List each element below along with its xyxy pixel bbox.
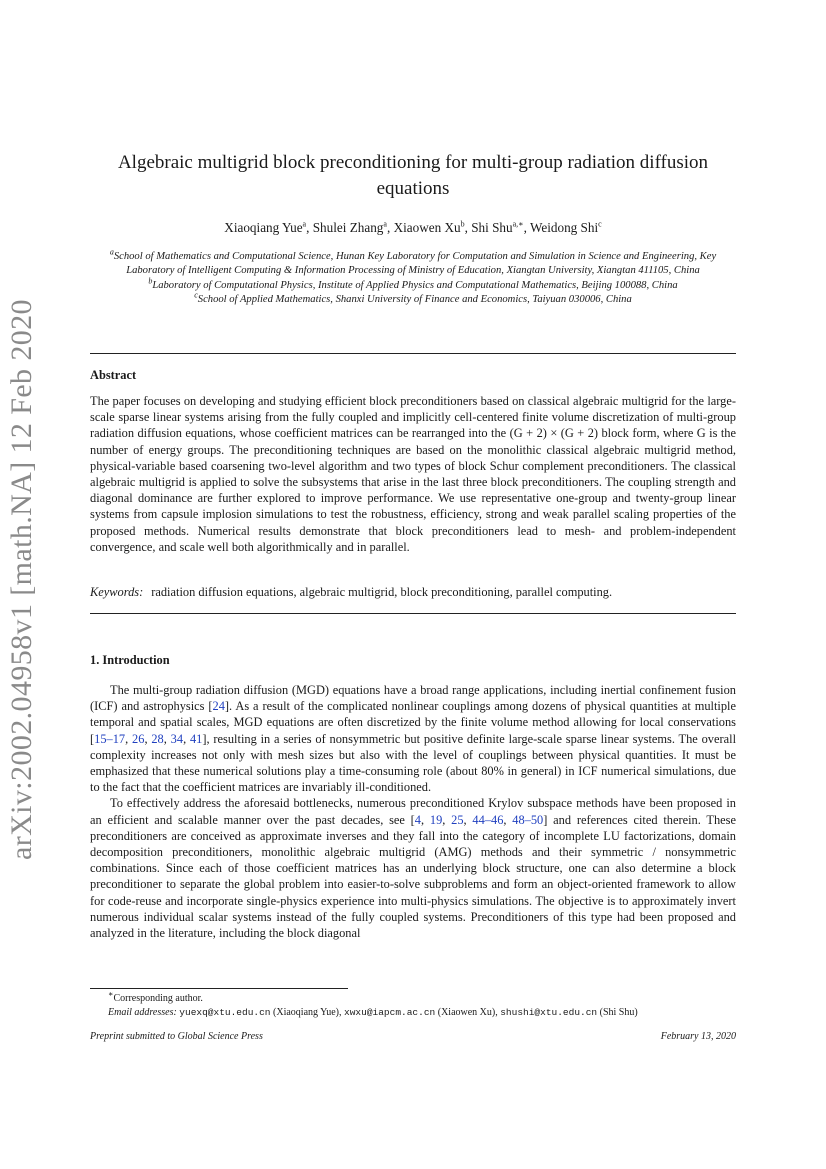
paragraph-text: ], resulting in a series of nonsymmetric but positive definite large-scale sparse linear systems. The overall complexity increases not only with mesh sizes but also with the level of couplings between physical quantities. It must be emphasized that these numerical solutions play a time-consuming role (about 80% in general) in ICF numerical simulations, due to the fact that the coefficient matrices are invariably ill-conditioned. xyxy=(90,731,737,795)
affiliation-a-mark: a xyxy=(109,247,114,257)
affiliation-b xyxy=(90,276,736,293)
intro-paragraph-2 xyxy=(90,795,736,941)
title-line-1: Algebraic multigrid block preconditioning for multi-group radiation diffusion xyxy=(117,152,709,173)
citation-link[interactable]: 44–46 xyxy=(472,812,504,827)
email-address[interactable]: xwxu@iapcm.ac.cn xyxy=(344,1007,436,1018)
intro-paragraph-1 xyxy=(90,682,736,795)
author-name: Shi Shu xyxy=(471,220,513,235)
affiliation-c-mark: c xyxy=(194,290,198,300)
affiliation-c-line: School of Applied Mathematics, Shanxi University of Finance and Economics, Taiyuan 030006, China xyxy=(197,293,632,305)
author-affiliation-mark: a,∗ xyxy=(512,219,524,229)
author-affiliation-mark: c xyxy=(598,219,602,229)
corresponding-text: Corresponding author. xyxy=(113,993,203,1004)
abstract-heading: Abstract xyxy=(90,368,137,382)
author-name: Weidong Shi xyxy=(529,220,599,235)
citation-link[interactable]: 26 xyxy=(132,731,145,746)
title-line-2: equations xyxy=(376,178,450,199)
email-address[interactable]: shushi@xtu.edu.cn xyxy=(500,1007,598,1018)
preprint-note: Preprint submitted to Global Science Press xyxy=(90,1031,263,1042)
preprint-date: February 13, 2020 xyxy=(660,1031,736,1042)
footnote-star: ∗ xyxy=(108,989,114,999)
author-name: Xiaowen Xu xyxy=(393,220,461,235)
citation-link[interactable]: 28 xyxy=(151,731,164,746)
paragraph-text: , xyxy=(463,812,473,827)
affiliation-b-mark: b xyxy=(148,276,153,286)
paragraph-text: , xyxy=(125,731,133,746)
paragraph-text: , xyxy=(503,812,513,827)
paragraph-text: To effectively address the aforesaid bottlenecks, numerous preconditioned Krylov subspace methods have been proposed in an efficient and scalable manner over the past decades, see [ xyxy=(90,796,736,827)
abstract-top-rule xyxy=(90,353,736,354)
author-name: Shulei Zhang xyxy=(312,220,384,235)
author-affiliation-mark: b xyxy=(460,219,465,229)
footnote xyxy=(90,989,736,1020)
intro-body xyxy=(90,682,736,941)
arxiv-stamp[interactable]: arXiv:2002.04958v1 [math.NA] 12 Feb 2020 xyxy=(5,299,38,860)
paragraph-text: ] and references cited therein. These preconditioners are conceived as approximate inverses and they fall into the category of incomplete LU factorizations, domain decomposition preconditioners, monolithic algebraic multigrid (AMG) methods and their symmetric / nonsymmetric combinations. Since each of those coefficient matrices has an underlying block structure, one can also determine a block preconditioner to separate the global problem into easier-to-solve subproblems and form an object-oriented framework to allow for code-reuse and incorporate single-physics experience into multi-physics simulations. The objective is to approximately invert numerous individual scalar systems instead of the fully coupled systems. Preconditioners of this type had been proposed and analyzed in the literature, including the block diagonal xyxy=(90,812,736,941)
author-affiliation-mark: a xyxy=(302,219,307,229)
email-label: Email addresses: xyxy=(108,1007,177,1018)
footnote-rule xyxy=(90,988,348,989)
email-owner: (Xiaoqiang Yue), xyxy=(270,1007,345,1018)
abstract-bottom-rule xyxy=(90,613,736,614)
paragraph-text: , xyxy=(421,812,430,827)
affiliation-c xyxy=(90,290,736,307)
citation-link[interactable]: 41 xyxy=(189,731,203,746)
citation-link[interactable]: 24 xyxy=(212,699,225,714)
citation-link[interactable]: 15–17 xyxy=(94,731,126,746)
paper-title xyxy=(90,150,736,202)
author-affiliation-mark: a xyxy=(383,219,387,229)
citation-link[interactable]: 25 xyxy=(451,812,464,827)
intro-heading: 1. Introduction xyxy=(90,653,170,667)
footnote-corresponding xyxy=(90,989,736,1006)
footnote-emails xyxy=(90,1006,736,1020)
affiliations xyxy=(90,247,736,307)
email-owner: (Shi Shu) xyxy=(597,1007,638,1018)
keywords xyxy=(90,585,736,600)
email-address[interactable]: yuexq@xtu.edu.cn xyxy=(179,1007,271,1018)
citation-link[interactable]: 48–50 xyxy=(512,812,544,827)
citation-link[interactable]: 4 xyxy=(414,812,421,827)
affiliation-a-cont: Laboratory of Intelligent Computing & Information Processing of Ministry of Education, Xiangtan University, Xiangtan 411105, China xyxy=(126,265,700,277)
affiliation-a xyxy=(90,247,736,264)
paragraph-text: , xyxy=(442,812,452,827)
paragraph-text: , xyxy=(163,731,171,746)
paragraph-text: , xyxy=(144,731,152,746)
author-list: Xiaoqiang Yue$^a$, Shulei Zhang$^a$, Xiaowen Xu$^b$, Shi Shu$^{a,∗}$, Weidong Shi$^c$ xyxy=(224,219,602,235)
author-name: Xiaoqiang Yue xyxy=(224,220,303,235)
keywords-label: Keywords: xyxy=(90,585,144,599)
citation-link[interactable]: 19 xyxy=(429,812,443,827)
affiliation-a-line1: School of Mathematics and Computational Science, Hunan Key Laboratory for Computation and Simulation in Science and Engineering, Key xyxy=(113,251,717,262)
abstract-text: The paper focuses on developing and studying efficient block preconditioners based on classical algebraic multigrid for the large-scale sparse linear systems arising from the fully coupled and implicitly cell-centered finite volume discretization of multi-group radiation diffusion equations, whose coefficient matrices can be rearranged into the (G + 2) × (G + 2) block form, where G is the number of energy groups. The preconditioning techniques are based on the monolithic classical algebraic multigrid method, physical-variable based coarsening two-level algorithm and two types of block Schur complement preconditioners. The classical algebraic multigrid is applied to solve the subsystems that arise in the last three block preconditioners. The coupling strength and diagonal dominance are further explored to improve performance. We use representative one-group and twenty-group linear systems from capsule implosion simulations to test the robustness, efficiency, strong and weak parallel scaling properties of the proposed methods. Numerical results demonstrate that block preconditioners lead to mesh- and problem-independent convergence, and scale well both algorithmically and in parallel. xyxy=(90,394,736,554)
paragraph-text: The multi-group radiation diffusion (MGD) equations have a broad range applications, including inertial confinement fusion (ICF) and astrophysics [ xyxy=(90,683,736,714)
paragraph-text: ]. As a result of the complicated nonlinear couplings among dozens of physical quantities at multiple temporal and spatial scales, MGD equations are often discretized by the finite volume method allowing for local conservations [ xyxy=(90,699,736,746)
affiliation-b-line: Laboratory of Computational Physics, Institute of Applied Physics and Computational Mathematics, Beijing 100088, China xyxy=(152,279,678,291)
paragraph-text: , xyxy=(183,731,190,746)
keywords-text: radiation diffusion equations, algebraic multigrid, block preconditioning, parallel computing. xyxy=(151,585,613,599)
email-owner: (Xiaowen Xu), xyxy=(435,1007,501,1018)
citation-link[interactable]: 34 xyxy=(170,731,184,746)
